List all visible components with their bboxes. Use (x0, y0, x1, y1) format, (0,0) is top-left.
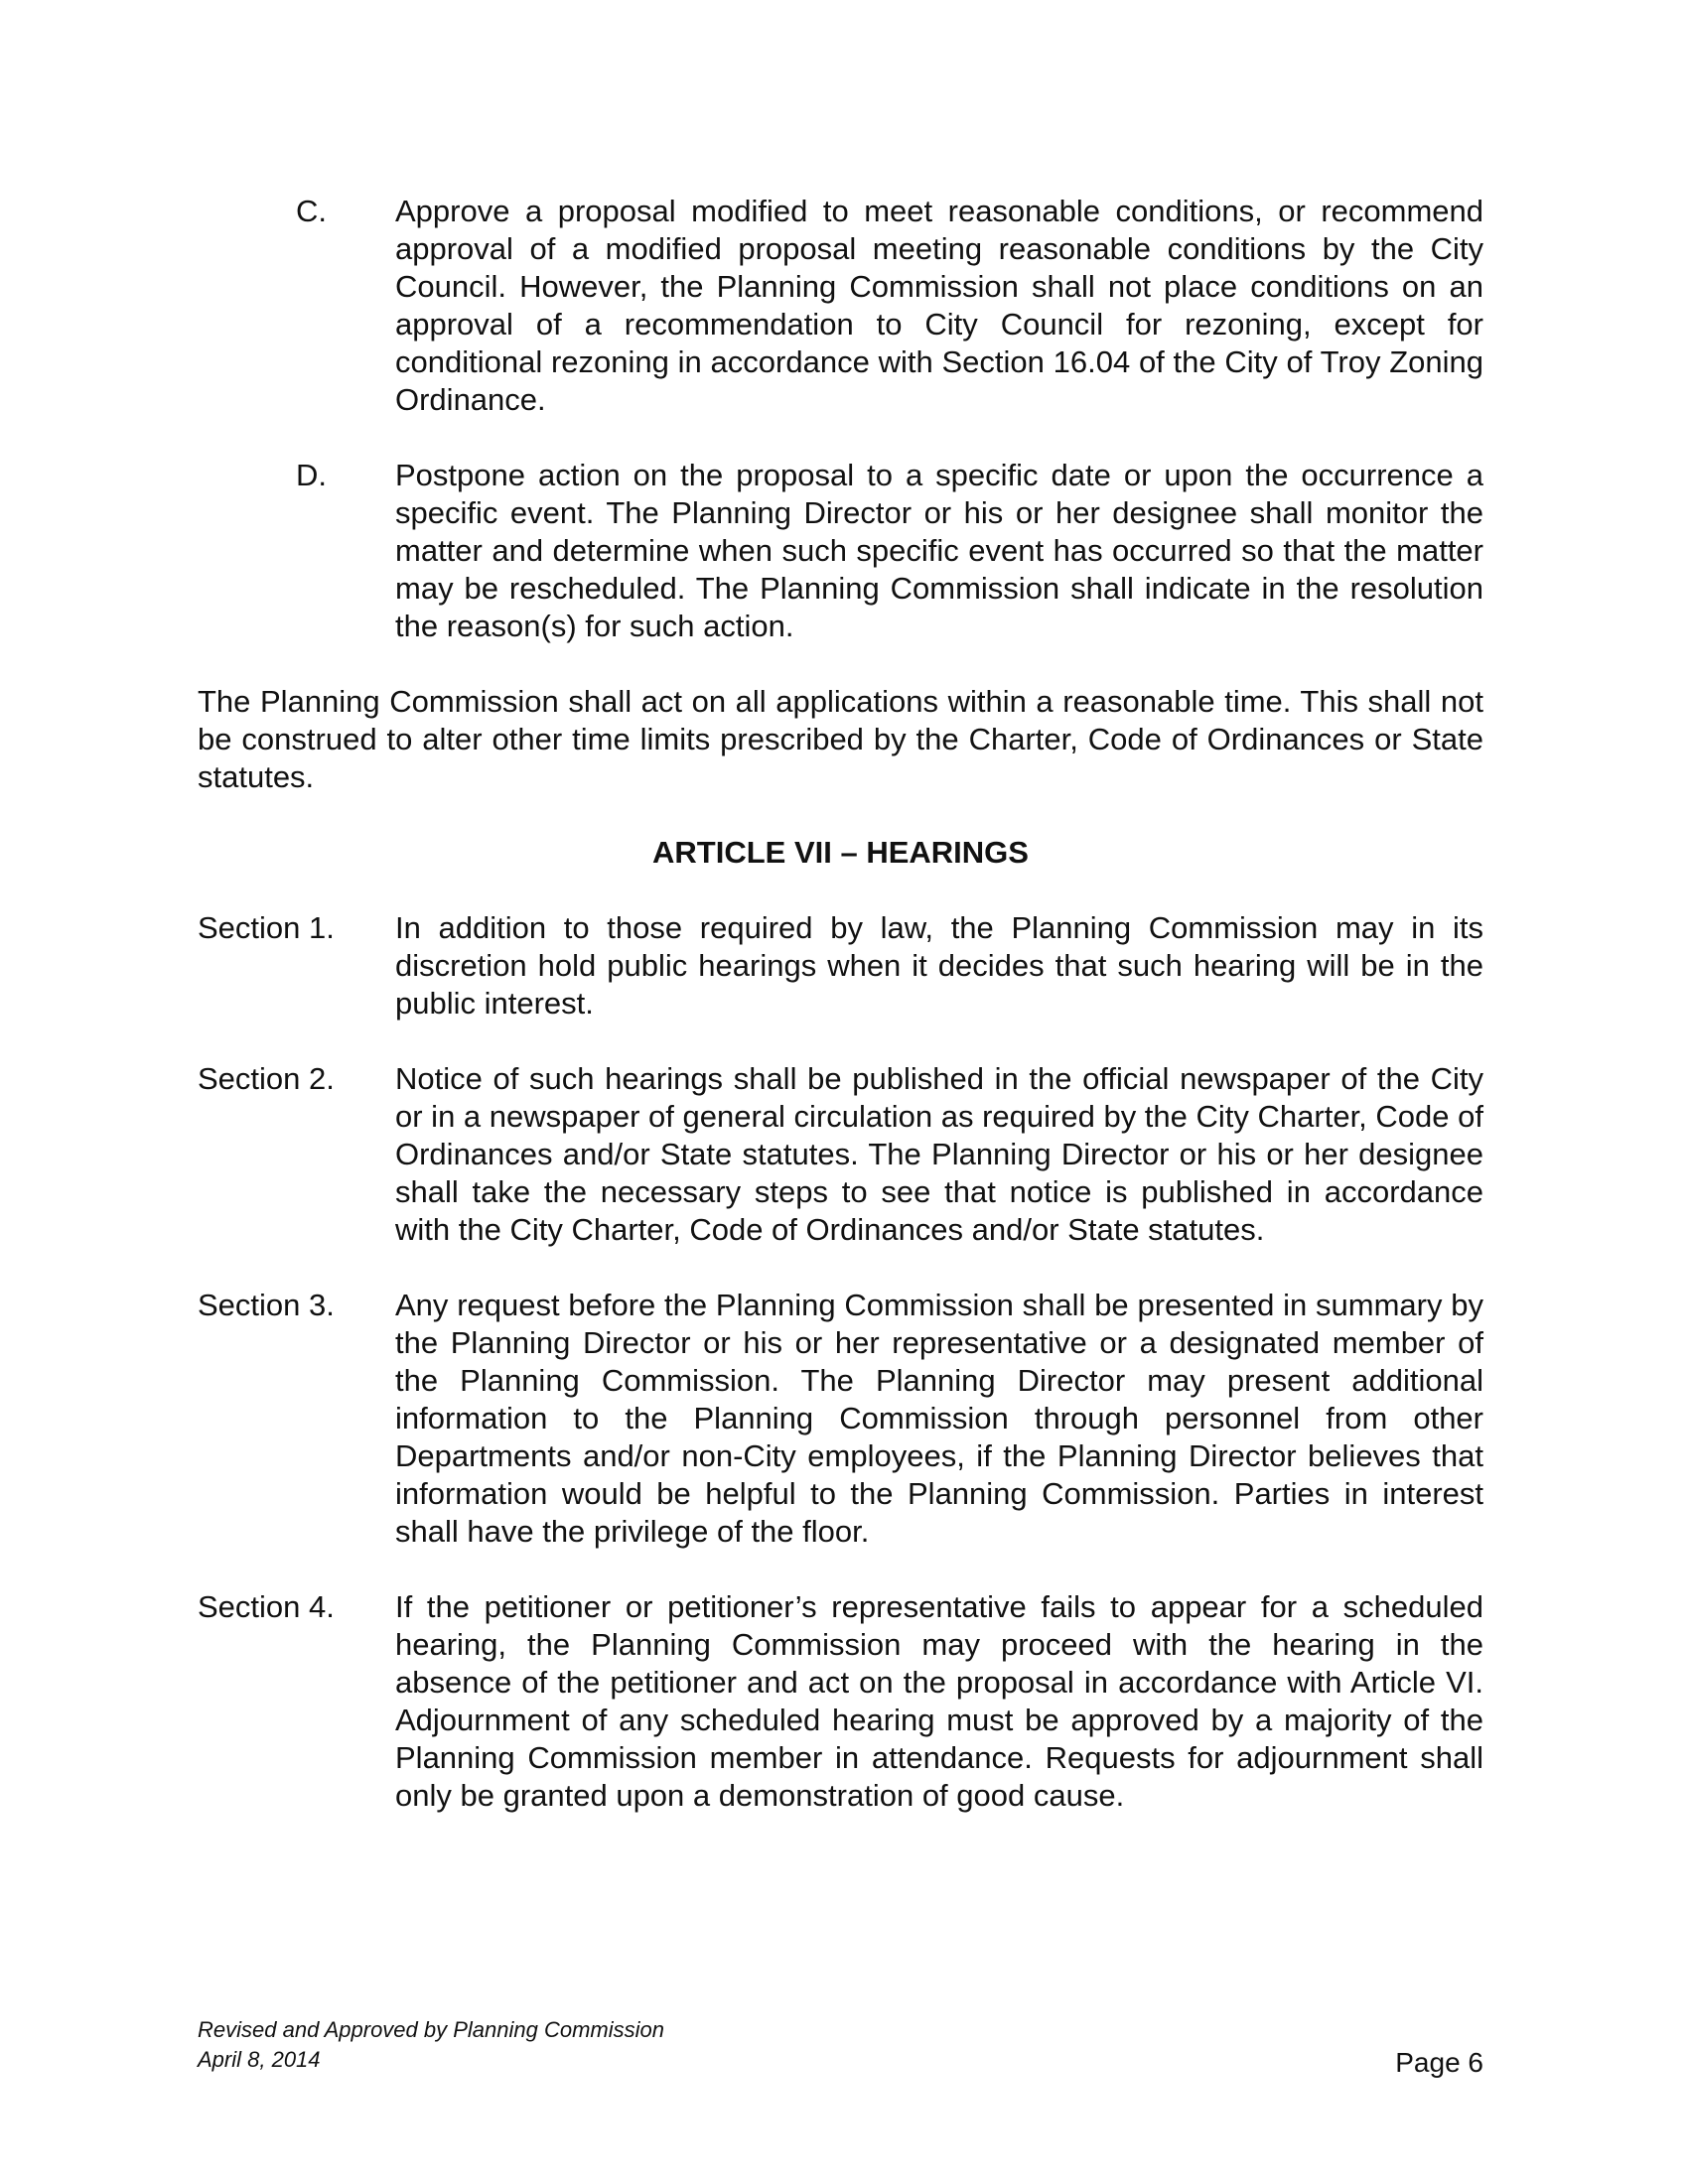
section-text: Any request before the Planning Commission shall be presented in summary by the Planning Director or his or her representative or a designated member of the Planning Commission. The Planning Director may present additional information to the Planning Commission through personnel from other Departments and/or non-City employees, if the Planning Director believes that information would be helpful to the Planning Commission. Parties in interest shall have the privilege of the floor. (395, 1288, 1483, 1549)
footer-revision-line: Revised and Approved by Planning Commission (198, 2017, 664, 2042)
section-text: Notice of such hearings shall be published in the official newspaper of the City or in a newspaper of general circulation as required by the City Charter, Code of Ordinances and/or State statutes. The Planning Director or his or her designee shall take the necessary steps to see that notice is published in accordance with the City Charter, Code of Ordinances and/or State statutes. (395, 1061, 1483, 1247)
document-body (198, 193, 1483, 1815)
footer-revision-note (198, 2015, 664, 2075)
article-heading: ARTICLE VII – HEARINGS (652, 835, 1029, 870)
section-label: Section 4. (198, 1589, 335, 1624)
section-text: In addition to those required by law, the Planning Commission may in its discretion hold public hearings when it decides that such hearing will be in the public interest. (395, 910, 1483, 1021)
footer-date: April 8, 2014 (198, 2047, 321, 2072)
section-label: Section 2. (198, 1061, 335, 1096)
list-item-text: Approve a proposal modified to meet reasonable conditions, or recommend approval of a modified proposal meeting reasonable conditions by the City Council. However, the Planning Commission shall not place conditions on an approval of a recommendation to City Council for rezoning, except for conditional rezoning in accordance with Section 16.04 of the City of Troy Zoning Ordinance. (395, 194, 1483, 417)
section-2 (198, 1060, 1483, 1249)
section-3 (198, 1287, 1483, 1551)
section-4 (198, 1588, 1483, 1815)
body-paragraph: The Planning Commission shall act on all applications within a reasonable time. This shall not be construed to alter other time limits prescribed by the Charter, Code of Ordinances or State statutes. (198, 684, 1483, 794)
page-footer (198, 2015, 1483, 2095)
list-item-c (198, 193, 1483, 419)
list-item-label: C. (296, 194, 327, 228)
section-text: If the petitioner or petitioner’s representative fails to appear for a scheduled hearing, the Planning Commission may proceed with the hearing in the absence of the petitioner and act on the proposal in accordance with Article VI. Adjournment of any scheduled hearing must be approved by a majority of the Planning Commission member in attendance. Requests for adjournment shall only be granted upon a demonstration of good cause. (395, 1589, 1483, 1813)
list-item-label: D. (296, 458, 327, 492)
section-label: Section 3. (198, 1288, 335, 1322)
page-number: Page 6 (1395, 2047, 1483, 2078)
section-1 (198, 909, 1483, 1023)
section-label: Section 1. (198, 910, 335, 945)
list-item-d (198, 457, 1483, 645)
list-item-text: Postpone action on the proposal to a specific date or upon the occurrence a specific event. The Planning Director or his or her designee shall monitor the matter and determine when such specific event has occurred so that the matter may be rescheduled. The Planning Commission shall indicate in the resolution the reason(s) for such action. (395, 458, 1483, 643)
